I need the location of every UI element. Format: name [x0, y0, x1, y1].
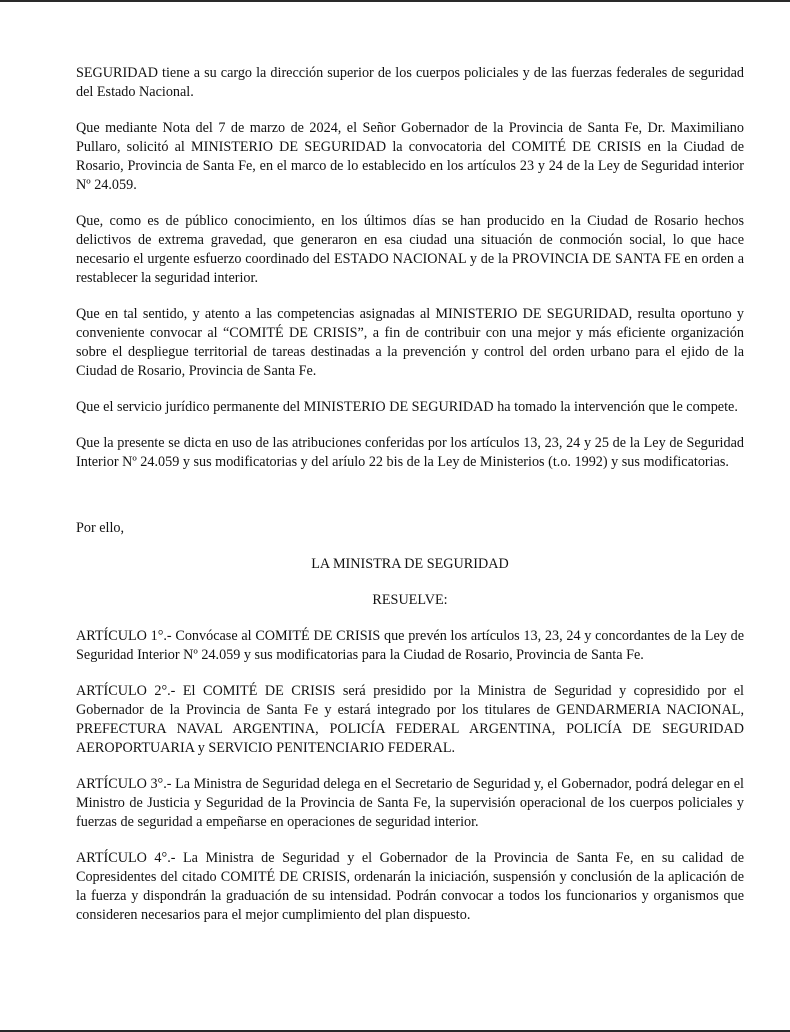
article-3: ARTÍCULO 3°.- La Ministra de Seguridad delega en el Secretario de Seguridad y, el Gobernador, podrá delegar en el Ministro de Justicia y Seguridad de la Provincia de Santa Fe, la supervisión operacional de los cuerpos policiales y fuerzas de seguridad a empeñarse en operaciones de seguridad interior.: [76, 776, 744, 830]
paragraph-conocimiento: Que, como es de público conocimiento, en los últimos días se han producido en la Ciudad de Rosario hechos delictivos de extrema gravedad, que generaron en esa ciudad una situación de conmoción social, lo que hace necesario el urgente esfuerzo coordinado del ESTADO NACIONAL y de la PROVINCIA DE SANTA FE en orden a restablecer la seguridad interior.: [76, 213, 744, 286]
document-page: [76, 64, 744, 925]
paragraph-nota: Que mediante Nota del 7 de marzo de 2024, el Señor Gobernador de la Provincia de Santa Fe, Dr. Maximiliano Pullaro, solicitó al MINISTERIO DE SEGURIDAD la convocatoria del COMITÉ DE CRISIS en la Ciudad de Rosario, Provincia de Santa Fe, en el marco de lo establecido en los artículos 23 y 24 de la Ley de Seguridad interior Nº 24.059.: [76, 120, 744, 193]
paragraph-sentido: Que en tal sentido, y atento a las competencias asignadas al MINISTERIO DE SEGURIDAD, resulta oportuno y conveniente convocar al “COMITÉ DE CRISIS”, a fin de contribuir con una mejor y más eficiente organización sobre el despliegue territorial de tareas destinadas a la prevención y control del orden urbano para el ejido de la Ciudad de Rosario, Provincia de Santa Fe.: [76, 306, 744, 379]
paragraph-seguridad: SEGURIDAD tiene a su cargo la dirección superior de los cuerpos policiales y de las fuerzas federales de seguridad del Estado Nacional.: [76, 65, 744, 100]
authority-heading: LA MINISTRA DE SEGURIDAD: [311, 556, 509, 572]
paragraph-servicio-juridico: Que el servicio jurídico permanente del MINISTERIO DE SEGURIDAD ha tomado la intervención que le compete.: [76, 399, 738, 415]
resuelve-heading: RESUELVE:: [372, 592, 448, 608]
article-2: ARTÍCULO 2°.- El COMITÉ DE CRISIS será presidido por la Ministra de Seguridad y copresidido por el Gobernador de la Provincia de Santa Fe y estará integrado por los titulares de GENDARMERIA NACIONAL, PREFECTURA NAVAL ARGENTINA, POLICÍA FEDERAL ARGENTINA, POLICÍA DE SEGURIDAD AEROPORTUARIA y SERVICIO PENITENCIARIO FEDERAL.: [76, 683, 744, 756]
por-ello: Por ello,: [76, 520, 125, 536]
paragraph-atribuciones: Que la presente se dicta en uso de las atribuciones conferidas por los artículos 13, 23, 24 y 25 de la Ley de Seguridad Interior Nº 24.059 y sus modificatorias y del aríulo 22 bis de la Ley de Ministerios (t.o. 1992) y sus modificatorias.: [76, 435, 744, 470]
page-top-edge: [0, 0, 790, 2]
article-1: ARTÍCULO 1°.- Convócase al COMITÉ DE CRISIS que prevén los artículos 13, 23, 24 y concordantes de la Ley de Seguridad Interior Nº 24.059 y sus modificatorias para la Ciudad de Rosario, Provincia de Santa Fe.: [76, 628, 744, 663]
article-4: ARTÍCULO 4°.- La Ministra de Seguridad y el Gobernador de la Provincia de Santa Fe, en su calidad de Copresidentes del citado COMITÉ DE CRISIS, ordenarán la iniciación, suspensión y conclusión de la aplicación de la fuerza y dispondrán la graduación de su intensidad. Podrán convocar a todos los funcionarios y organismos que consideren necesarios para el mejor cumplimiento del plan dispuesto.: [76, 850, 744, 923]
